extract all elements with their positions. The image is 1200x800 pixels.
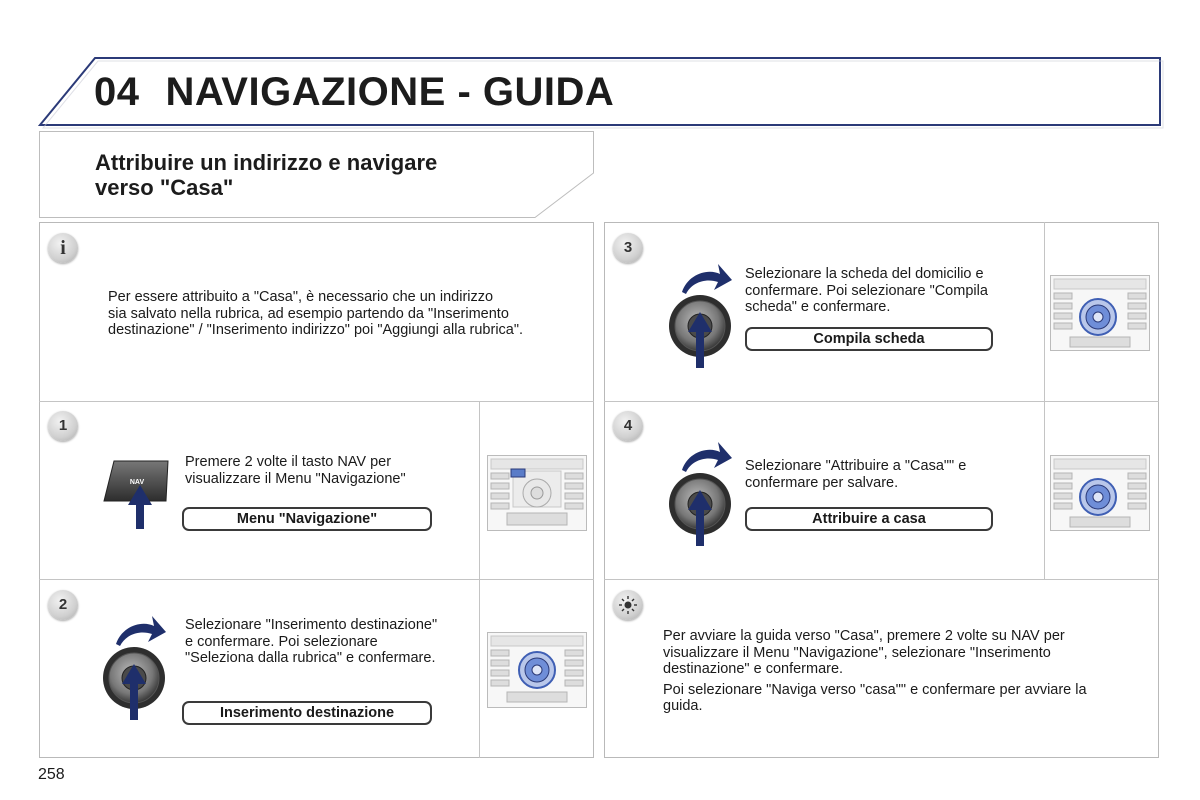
attribuire-a-casa-button: Attribuire a casa — [745, 507, 993, 531]
step-2-text: Selezionare "Inserimento destinazione" e confermare. Poi selezionare "Seleziona dalla rubrica" e confermare. — [185, 617, 438, 666]
rotary-dial-icon — [664, 260, 744, 372]
divider — [604, 579, 1159, 580]
page-number: 258 — [38, 766, 65, 783]
step-2-badge: 2 — [48, 590, 78, 620]
rotary-dial-icon — [664, 438, 744, 550]
step-4-badge: 4 — [613, 411, 643, 441]
step-1-badge: 1 — [48, 411, 78, 441]
lightbulb-icon — [613, 590, 643, 620]
divider — [479, 401, 480, 758]
divider — [39, 401, 594, 402]
page-title: 04 NAVIGAZIONE - GUIDA — [94, 70, 615, 114]
info-text: Per essere attribuito a "Casa", è necessario che un indirizzo sia salvato nella rubrica, ad esempio partendo da "Inserimento destinazione" / "Inserimento indirizzo" poi "Aggiungi alla rubrica". — [108, 289, 524, 338]
inserimento-destinazione-button: Inserimento destinazione — [182, 701, 432, 725]
console-thumbnail — [487, 455, 587, 531]
step-3-badge: 3 — [613, 233, 643, 263]
console-thumbnail — [1050, 455, 1150, 531]
step-3-text: Selezionare la scheda del domicilio e confermare. Poi selezionare "Compila scheda" e confermare. — [745, 266, 988, 315]
tip-text: Per avviare la guida verso "Casa", premere 2 volte su NAV per visualizzare il Menu "Navigazione", selezionare "Inserimento destinazione" e confermare. Poi selezionare "Naviga verso "casa"" e confermare per avviare la guida. — [663, 628, 1087, 714]
divider — [604, 401, 1159, 402]
console-thumbnail — [1050, 275, 1150, 351]
nav-key-label: NAV — [129, 479, 145, 486]
menu-navigazione-button: Menu "Navigazione" — [182, 507, 432, 531]
divider — [39, 579, 594, 580]
section-title: Attribuire un indirizzo e navigare verso "Casa" — [95, 150, 438, 200]
compila-scheda-button: Compila scheda — [745, 327, 993, 351]
step-1-text: Premere 2 volte il tasto NAV per visualizzare il Menu "Navigazione" — [185, 454, 406, 487]
divider — [1044, 222, 1045, 579]
console-thumbnail — [487, 632, 587, 708]
rotary-dial-icon — [98, 612, 178, 724]
info-icon: i — [48, 233, 78, 263]
nav-key-icon — [100, 455, 180, 535]
step-4-text: Selezionare "Attribuire a "Casa"" e confermare per salvare. — [745, 458, 967, 491]
